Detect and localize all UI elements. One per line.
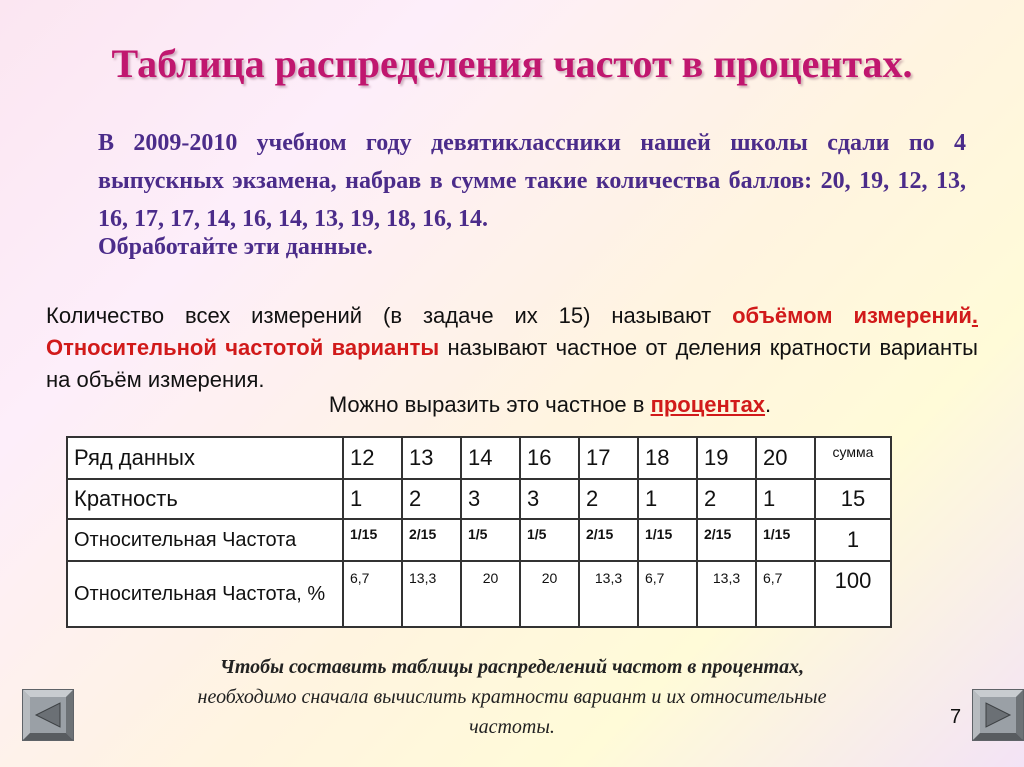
percent-cell: 20 — [461, 561, 520, 627]
table-row — [67, 479, 891, 519]
multiplicity-cell: 2 — [697, 479, 756, 519]
data-cell: 19 — [697, 437, 756, 479]
frequency-table — [66, 436, 892, 628]
percent-cell: 6,7 — [638, 561, 697, 627]
percent-cell: 6,7 — [343, 561, 402, 627]
multiplicity-cell: 2 — [402, 479, 461, 519]
slide-title: Таблица распределения частот в процентах. — [111, 41, 913, 86]
page-number: 7 — [950, 706, 962, 728]
footer-line-3: частоты. — [469, 716, 555, 738]
row-label: Кратность — [67, 479, 343, 519]
relative-cell: 2/15 — [402, 519, 461, 561]
percent-term: процентах — [650, 392, 766, 417]
data-cell: 12 — [343, 437, 402, 479]
data-cell: 14 — [461, 437, 520, 479]
footer-line-2: необходимо сначала вычислить кратности вариант и их относительные — [197, 686, 827, 708]
multiplicity-cell: 1 — [343, 479, 402, 519]
task-text: Обработайте эти данные. — [98, 234, 373, 260]
percent-cell: 20 — [520, 561, 579, 627]
multiplicity-cell: 1 — [756, 479, 815, 519]
arrow-left-icon — [22, 689, 74, 741]
sum-label: сумма — [815, 437, 891, 479]
arrow-right-icon — [972, 689, 1024, 741]
data-cell: 16 — [520, 437, 579, 479]
percent-cell: 13,3 — [402, 561, 461, 627]
row-label: Ряд данных — [67, 437, 343, 479]
relative-sum: 1 — [815, 519, 891, 561]
percent-cell: 13,3 — [697, 561, 756, 627]
definition-part-2: называют частное от деления кратности варианты на объём измерения. — [46, 335, 978, 392]
row-label: Относительная Частота — [67, 519, 343, 561]
percent-cell: 6,7 — [756, 561, 815, 627]
relative-cell: 1/15 — [343, 519, 402, 561]
footer-line-1: Чтобы составить таблицы распределений частот в процентах, — [219, 656, 805, 678]
relative-cell: 1/5 — [520, 519, 579, 561]
multiplicity-cell: 2 — [579, 479, 638, 519]
definition-part-1: Количество всех измерений (в задаче их 15) называют — [46, 303, 733, 328]
relative-cell: 2/15 — [697, 519, 756, 561]
table-row — [67, 519, 891, 561]
next-slide-button[interactable] — [972, 689, 1024, 741]
intro-text: В 2009-2010 учебном году девятиклассники нашей школы сдали по 4 выпускных экзамена, набрав в сумме такие количества баллов: 20, 19, 12, 13, 16, 17, 17, 14, 16, 14, 13, 19, 18, 16, 14. — [98, 130, 966, 232]
multiplicity-cell: 3 — [461, 479, 520, 519]
multiplicity-cell: 3 — [520, 479, 579, 519]
volume-dot: . — [971, 303, 978, 328]
prev-slide-button[interactable] — [22, 689, 74, 741]
relative-cell: 1/15 — [638, 519, 697, 561]
data-cell: 13 — [402, 437, 461, 479]
relative-cell: 1/5 — [461, 519, 520, 561]
footer-note — [80, 652, 944, 742]
table-row — [67, 437, 891, 479]
relative-cell: 2/15 — [579, 519, 638, 561]
table-row — [67, 561, 891, 627]
percent-sum: 100 — [815, 561, 891, 627]
percent-cell: 13,3 — [579, 561, 638, 627]
relative-cell: 1/15 — [756, 519, 815, 561]
percent-note: Можно выразить это частное в процентах. — [328, 392, 772, 417]
row-label: Относительная Частота, % — [67, 561, 343, 627]
volume-term: объёмом измерений — [732, 303, 972, 328]
data-cell: 17 — [579, 437, 638, 479]
definitions-text — [46, 300, 978, 396]
data-cell: 18 — [638, 437, 697, 479]
multiplicity-cell: 1 — [638, 479, 697, 519]
multiplicity-sum: 15 — [815, 479, 891, 519]
relative-frequency-term: Относительной частотой варианты — [46, 335, 440, 360]
data-cell: 20 — [756, 437, 815, 479]
